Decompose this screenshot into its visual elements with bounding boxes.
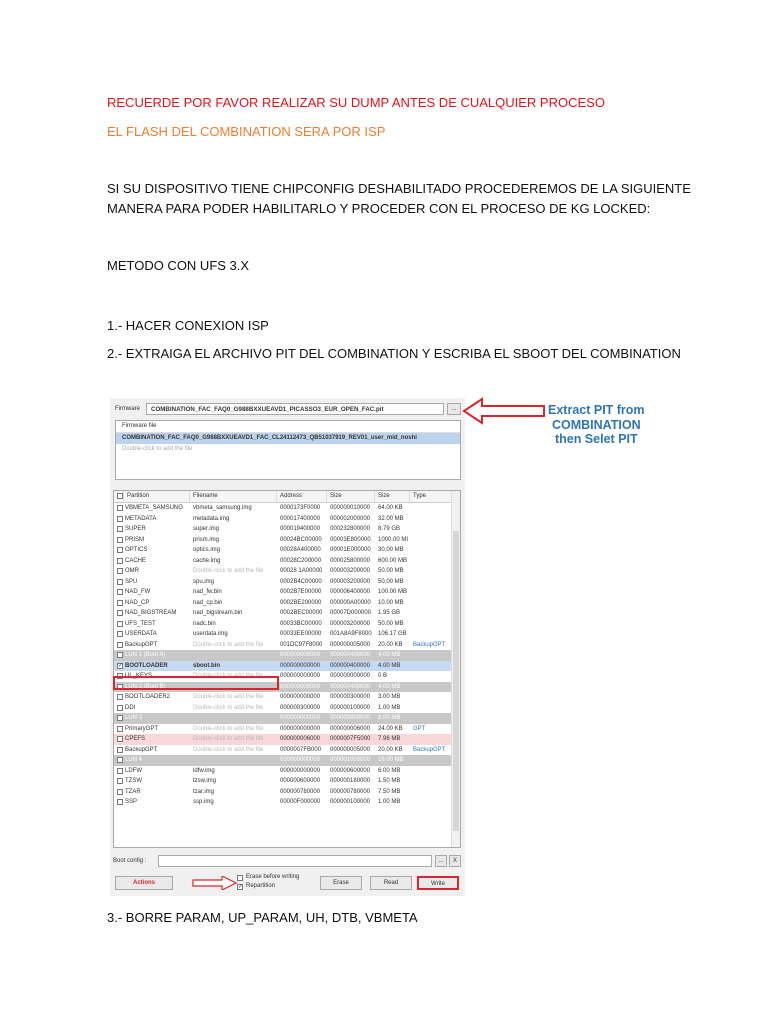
cell-partition: BackupGPT bbox=[125, 641, 158, 648]
cell-address: 000000000000 bbox=[280, 652, 321, 658]
cell-address: 0000007FB000 bbox=[280, 746, 322, 753]
cell-type bbox=[413, 734, 453, 745]
table-row[interactable] bbox=[114, 556, 454, 567]
cell-size-hex: 00001E000000 bbox=[330, 547, 371, 553]
cell-size-hex: 000000180000 bbox=[330, 778, 371, 784]
table-row[interactable] bbox=[114, 524, 454, 535]
cell-filename[interactable]: Double-click to add the file bbox=[193, 694, 264, 700]
write-button[interactable]: Write bbox=[417, 876, 459, 890]
cell-size-hex: 000000010000 bbox=[330, 505, 371, 511]
row-checkbox[interactable] bbox=[117, 726, 123, 732]
cell-size-hex: 000000A00000 bbox=[330, 599, 371, 606]
cell-partition: BOOTLOADER bbox=[125, 662, 168, 669]
col-address[interactable]: Address bbox=[277, 491, 327, 502]
cell-address: 000000000000 bbox=[280, 662, 321, 669]
cell-address: 000000600000 bbox=[280, 778, 321, 784]
warning-dump-text: RECUERDE POR FAVOR REALIZAR SU DUMP ANTES DE CUALQUIER PROCESO bbox=[107, 95, 605, 110]
partition-rows bbox=[114, 503, 454, 808]
table-row[interactable] bbox=[114, 503, 454, 514]
cell-type bbox=[413, 535, 453, 546]
cell-type bbox=[413, 524, 453, 535]
cell-size: 1.50 MB bbox=[378, 778, 401, 784]
row-checkbox[interactable] bbox=[117, 694, 123, 700]
cell-size-hex: 000003200000 bbox=[330, 620, 371, 627]
cell-size-hex: 000000600000 bbox=[330, 767, 371, 774]
cell-filename[interactable]: super.img bbox=[193, 526, 220, 532]
read-button[interactable]: Read bbox=[370, 876, 412, 890]
cell-address: 0000173F0000 bbox=[280, 505, 321, 511]
firmware-path-field[interactable]: COMBINATION_FAC_FAQ0_G988BXXUEAVD1_PICASSO3_EUR_OPEN_FAC.pit bbox=[146, 403, 444, 415]
cell-address: 000019400000 bbox=[280, 526, 321, 532]
row-checkbox[interactable] bbox=[117, 589, 123, 595]
table-row[interactable] bbox=[114, 661, 454, 672]
callout-line2: COMBINATION bbox=[551, 417, 641, 432]
cell-partition: NAD_BIGSTREAM bbox=[125, 610, 177, 616]
cell-size-hex: 001A8A9F8000 bbox=[330, 631, 372, 637]
step-2-text: 2.- EXTRAIGA EL ARCHIVO PIT DEL COMBINATION Y ESCRIBA EL SBOOT DEL COMBINATION bbox=[107, 346, 681, 361]
cell-filename[interactable] bbox=[193, 650, 277, 661]
table-row[interactable] bbox=[114, 598, 454, 609]
cell-partition: BackupGPT bbox=[125, 746, 158, 753]
table-row[interactable] bbox=[114, 766, 454, 777]
cell-filename[interactable]: Double-click to add the file bbox=[193, 704, 264, 711]
cell-size-hex: 000025800000 bbox=[330, 557, 371, 564]
cell-size-hex: 000006400000 bbox=[330, 589, 371, 595]
row-checkbox[interactable] bbox=[117, 705, 123, 711]
cell-size: 50.00 MB bbox=[378, 568, 404, 574]
erase-before-writing-checkbox[interactable] bbox=[237, 875, 243, 881]
cell-size-hex: 000000800000 bbox=[330, 715, 371, 721]
erase-before-writing-label: Erase before writing bbox=[246, 874, 300, 880]
row-checkbox[interactable] bbox=[117, 642, 123, 648]
cell-address: 00024BC00000 bbox=[280, 536, 322, 543]
cell-size: 100.00 MB bbox=[378, 589, 408, 595]
firmware-file-hint[interactable]: Double-click to add the file bbox=[122, 446, 193, 452]
lun-row[interactable] bbox=[114, 713, 454, 724]
cell-address: 00028 1A00000 bbox=[280, 568, 323, 574]
cell-address: 000000000000 bbox=[280, 715, 321, 721]
cell-filename[interactable] bbox=[193, 755, 277, 766]
cell-type: BackupGPT bbox=[413, 641, 446, 648]
cell-size-hex: 000001000000 bbox=[330, 757, 371, 763]
cell-partition: TZAR bbox=[125, 788, 141, 795]
cell-type bbox=[413, 797, 453, 808]
cell-type: BackupGPT bbox=[413, 746, 446, 753]
cell-address: 001DC97F8000 bbox=[280, 641, 323, 648]
cell-filename[interactable]: sboot.bin bbox=[193, 662, 220, 669]
cell-type bbox=[413, 577, 453, 588]
table-row[interactable] bbox=[114, 514, 454, 525]
cell-size: 10.00 MB bbox=[378, 599, 404, 606]
cell-partition: METADATA bbox=[125, 515, 157, 522]
row-checkbox[interactable] bbox=[117, 537, 123, 543]
cell-partition: SPU bbox=[125, 578, 138, 585]
cell-type bbox=[413, 566, 453, 577]
cell-address: 00028A400000 bbox=[280, 547, 321, 553]
cell-address: 00033BC00000 bbox=[280, 620, 322, 627]
table-row[interactable] bbox=[114, 640, 454, 651]
cell-partition: PRISM bbox=[125, 536, 145, 543]
cell-size-hex: 000000300000 bbox=[330, 694, 371, 700]
cell-type bbox=[413, 682, 453, 693]
cell-size: 0 B bbox=[378, 673, 388, 679]
callout-text bbox=[548, 403, 645, 447]
cell-filename[interactable]: tzsw.img bbox=[193, 778, 217, 784]
cell-filename[interactable]: Double-click to add the file bbox=[193, 736, 264, 742]
cell-partition: DDI bbox=[125, 704, 136, 711]
row-checkbox[interactable] bbox=[117, 631, 123, 637]
row-checkbox[interactable] bbox=[117, 799, 123, 805]
firmware-file-list[interactable] bbox=[115, 420, 461, 480]
cell-filename[interactable]: Double-click to add the file bbox=[193, 746, 264, 753]
row-checkbox[interactable] bbox=[117, 505, 123, 511]
row-checkbox[interactable] bbox=[117, 568, 123, 574]
row-checkbox[interactable] bbox=[117, 579, 123, 585]
cell-size: 3.00 MB bbox=[378, 694, 401, 700]
cell-size-hex: 000000005000 bbox=[330, 746, 371, 753]
cell-partition: OMR bbox=[125, 568, 139, 574]
cell-filename[interactable]: tzar.img bbox=[193, 788, 215, 795]
cell-size-hex: 000000400000 bbox=[330, 683, 371, 690]
step-1-text: 1.- HACER CONEXION ISP bbox=[107, 318, 269, 333]
cell-address: 000000000000 bbox=[280, 757, 321, 763]
table-row[interactable] bbox=[114, 566, 454, 577]
cell-partition: CPEFS bbox=[125, 736, 146, 742]
cell-type bbox=[413, 619, 453, 630]
row-checkbox[interactable]: ✓ bbox=[118, 662, 124, 669]
row-checkbox[interactable] bbox=[117, 621, 123, 627]
cell-filename[interactable] bbox=[193, 713, 277, 724]
cell-type bbox=[413, 713, 453, 724]
col-size-hex[interactable]: Size bbox=[327, 491, 375, 502]
cell-filename[interactable]: optics.img bbox=[193, 547, 221, 553]
cell-size-hex: 000000780000 bbox=[330, 788, 371, 795]
row-checkbox[interactable] bbox=[117, 652, 123, 658]
cell-partition: PrimaryGPT bbox=[125, 725, 158, 732]
cell-size-hex: 000003200000 bbox=[330, 578, 371, 585]
flash-isp-text: EL FLASH DEL COMBINATION SERA POR ISP bbox=[107, 124, 386, 139]
partition-table-header bbox=[114, 491, 454, 503]
cell-size: 20.00 KB bbox=[378, 641, 403, 648]
cell-partition: VBMETA_SAMSUNG bbox=[125, 505, 183, 511]
cell-partition: SUPER bbox=[125, 526, 146, 532]
cell-filename[interactable]: prism.img bbox=[193, 536, 220, 543]
col-filename[interactable]: Filename bbox=[190, 491, 277, 502]
cell-partition: USERDATA bbox=[125, 631, 157, 637]
cell-size: 106.17 GB bbox=[378, 631, 407, 637]
cell-size: 24.00 KB bbox=[378, 725, 403, 732]
cell-type bbox=[413, 587, 453, 598]
table-row[interactable] bbox=[114, 619, 454, 630]
cell-type bbox=[413, 650, 453, 661]
cell-partition: NAD_CP bbox=[125, 599, 150, 606]
cell-partition: LUN 4 bbox=[125, 757, 143, 763]
col-partition[interactable]: Partition bbox=[124, 491, 190, 502]
cell-filename[interactable]: ssp.img bbox=[193, 799, 214, 805]
arrow-to-repartition-icon bbox=[192, 876, 238, 890]
method-heading: METODO CON UFS 3.X bbox=[107, 258, 250, 273]
scrollbar-thumb[interactable] bbox=[453, 531, 459, 831]
cell-size: 50.00 MB bbox=[378, 620, 404, 627]
cell-size: 1.00 MB bbox=[378, 704, 401, 711]
cell-size-hex: 0000007F5000 bbox=[330, 736, 371, 742]
cell-type: GPT bbox=[413, 725, 426, 732]
lun-row[interactable] bbox=[114, 650, 454, 661]
cell-filename[interactable]: Double-click to add the file bbox=[193, 725, 264, 732]
cell-size-hex: 00003E800000 bbox=[330, 536, 371, 543]
cell-address: 000017400000 bbox=[280, 515, 321, 522]
header-checkbox-cell bbox=[114, 491, 124, 502]
arrow-to-firmware-icon bbox=[462, 397, 546, 427]
cell-size: 50.00 MB bbox=[378, 578, 404, 585]
repartition-checkbox[interactable]: ✓ bbox=[238, 884, 244, 890]
table-row[interactable] bbox=[114, 629, 454, 640]
cell-type bbox=[413, 661, 453, 672]
table-row[interactable] bbox=[114, 776, 454, 787]
cell-address: 000000000000 bbox=[280, 683, 321, 690]
row-checkbox[interactable] bbox=[117, 610, 123, 616]
boot-config-clear-button[interactable]: X bbox=[449, 855, 461, 867]
firmware-file-selected[interactable]: COMBINATION_FAC_FAQ0_G988BXXUEAVD1_FAC_CL24112473_QB51037919_REV01_user_mid_noshi bbox=[116, 433, 460, 444]
cell-type bbox=[413, 766, 453, 777]
table-row[interactable] bbox=[114, 703, 454, 714]
row-checkbox[interactable] bbox=[117, 547, 123, 553]
cell-partition: CACHE bbox=[125, 557, 147, 564]
select-all-checkbox[interactable] bbox=[117, 493, 123, 499]
cell-address: 000000000000 bbox=[280, 725, 321, 732]
cell-address: 00000F000000 bbox=[280, 799, 321, 805]
table-row[interactable] bbox=[114, 724, 454, 735]
callout-line1: Extract PIT from bbox=[548, 403, 645, 417]
actions-button[interactable]: Actions bbox=[115, 876, 173, 890]
row-checkbox[interactable] bbox=[117, 516, 123, 522]
row-checkbox[interactable] bbox=[117, 715, 123, 721]
cell-partition: LDFW bbox=[125, 767, 142, 774]
row-checkbox[interactable] bbox=[117, 526, 123, 532]
cell-filename[interactable]: Double-click to add the file bbox=[193, 673, 264, 679]
bootloader-highlight bbox=[113, 676, 279, 690]
cell-size: 32.00 MB bbox=[378, 515, 404, 522]
cell-filename[interactable]: nadc.bin bbox=[193, 620, 216, 627]
table-row[interactable] bbox=[114, 692, 454, 703]
cell-filename[interactable]: cache.img bbox=[193, 557, 221, 564]
cell-size: 600.00 MB bbox=[378, 557, 408, 564]
cell-address: 00028C200000 bbox=[280, 557, 322, 564]
col-size[interactable]: Size bbox=[375, 491, 410, 502]
callout-line3: then Selet PIT bbox=[554, 432, 638, 446]
cell-type bbox=[413, 608, 453, 619]
cell-partition: SSP bbox=[125, 799, 138, 805]
cell-filename[interactable]: ldfw.img bbox=[193, 767, 215, 774]
cell-filename[interactable]: spu.img bbox=[193, 578, 215, 585]
cell-address: 00033EE00000 bbox=[280, 631, 322, 637]
col-type[interactable]: Type bbox=[410, 491, 454, 502]
cell-partition: OPTICS bbox=[125, 547, 148, 553]
cell-size-hex: 000000100000 bbox=[330, 704, 371, 711]
cell-partition: UL_KEYS bbox=[125, 673, 153, 679]
boot-config-field[interactable] bbox=[158, 855, 432, 867]
cell-size: 8.79 GB bbox=[378, 526, 401, 532]
cell-filename[interactable]: Double-click to add the file bbox=[193, 568, 264, 574]
cell-size-hex: 000002000000 bbox=[330, 515, 371, 522]
cell-type bbox=[413, 556, 453, 567]
cell-address: 000000000000 bbox=[280, 694, 321, 700]
cell-partition: BOOTLOADER2 bbox=[125, 694, 171, 700]
cell-partition: LUN 2 (Boot B) bbox=[125, 683, 166, 690]
cell-size: 30.00 MB bbox=[378, 547, 404, 553]
cell-address: 000000006000 bbox=[280, 736, 321, 742]
cell-size: 7.50 MB bbox=[378, 788, 401, 795]
tool-screenshot bbox=[110, 398, 465, 896]
cell-size: 20.00 KB bbox=[378, 746, 403, 753]
cell-size-hex: 000000100000 bbox=[330, 799, 371, 805]
firmware-file-header: Firmware file bbox=[116, 421, 460, 433]
erase-button[interactable]: Erase bbox=[320, 876, 362, 890]
row-checkbox[interactable] bbox=[117, 558, 123, 564]
step-3-text: 3.- BORRE PARAM, UP_PARAM, UH, DTB, VBMETA bbox=[107, 910, 418, 925]
cell-type bbox=[413, 692, 453, 703]
cell-size-hex: 000000400000 bbox=[330, 652, 371, 658]
firmware-label: Firmware bbox=[115, 406, 140, 412]
cell-size-hex: 000003200000 bbox=[330, 568, 371, 574]
cell-address: 000000000000 bbox=[280, 673, 321, 679]
cell-size-hex: 000000400000 bbox=[330, 662, 371, 669]
cell-filename[interactable]: nad_cp.bin bbox=[193, 599, 223, 606]
cell-type bbox=[413, 671, 453, 682]
cell-size: 6.00 MB bbox=[378, 767, 401, 774]
cell-partition: UFS_TEST bbox=[125, 620, 156, 627]
table-row[interactable] bbox=[114, 545, 454, 556]
cell-address: 0002BEC00000 bbox=[280, 610, 323, 616]
cell-size-hex: 000000006000 bbox=[330, 725, 371, 732]
firmware-browse-button[interactable]: ... bbox=[447, 403, 461, 415]
cell-address: 000000300000 bbox=[280, 704, 321, 711]
cell-size-hex: 00007D000000 bbox=[330, 610, 372, 616]
row-checkbox[interactable] bbox=[117, 778, 123, 784]
cell-size: 7.96 MB bbox=[378, 736, 401, 742]
cell-address: 0002B4C00000 bbox=[280, 578, 322, 585]
cell-filename[interactable]: nad_bigstream.bin bbox=[193, 610, 243, 616]
row-checkbox[interactable] bbox=[117, 789, 123, 795]
cell-type bbox=[413, 755, 453, 766]
cell-address: 000000000000 bbox=[280, 767, 321, 774]
table-row[interactable] bbox=[114, 734, 454, 745]
cell-size: 16.00 MB bbox=[378, 757, 404, 763]
table-row[interactable] bbox=[114, 577, 454, 588]
cell-address: 0002BE200000 bbox=[280, 599, 322, 606]
cell-size: 64.00 KB bbox=[378, 505, 403, 511]
table-row[interactable] bbox=[114, 608, 454, 619]
table-row[interactable] bbox=[114, 587, 454, 598]
cell-size-hex: 000000005000 bbox=[330, 641, 371, 648]
cell-type bbox=[413, 703, 453, 714]
cell-size: 4.00 MB bbox=[378, 652, 401, 658]
repartition-label: Repartition bbox=[246, 883, 276, 889]
chipconfig-text-line1: SI SU DISPOSITIVO TIENE CHIPCONFIG DESHABILITADO PROCEDEREMOS DE LA SIGUIENTE bbox=[107, 181, 691, 196]
cell-filename[interactable]: userdata.img bbox=[193, 631, 228, 637]
chipconfig-text-line2: MANERA PARA PODER HABILITARLO Y PROCEDER CON EL PROCESO DE KG LOCKED: bbox=[107, 201, 651, 216]
cell-type bbox=[413, 598, 453, 609]
cell-partition: LUN 3 bbox=[125, 715, 143, 721]
row-checkbox[interactable] bbox=[117, 600, 123, 606]
table-row[interactable] bbox=[114, 787, 454, 798]
table-row[interactable] bbox=[114, 797, 454, 808]
lun-row[interactable] bbox=[114, 755, 454, 766]
cell-type bbox=[413, 776, 453, 787]
cell-address: 000000780000 bbox=[280, 788, 321, 795]
cell-partition: NAD_FW bbox=[125, 589, 151, 595]
boot-config-label: Boot config : bbox=[113, 858, 147, 864]
table-scrollbar[interactable] bbox=[451, 491, 460, 847]
cell-size: 1000.00 MI bbox=[378, 536, 409, 543]
cell-size: 8.00 MB bbox=[378, 715, 401, 721]
row-checkbox[interactable] bbox=[117, 736, 123, 742]
cell-type bbox=[413, 787, 453, 798]
row-checkbox[interactable] bbox=[117, 747, 123, 753]
row-checkbox[interactable] bbox=[117, 768, 123, 774]
cell-filename[interactable]: Double-click to add the file bbox=[193, 641, 264, 648]
cell-type bbox=[413, 503, 453, 514]
boot-config-browse-button[interactable]: ... bbox=[435, 855, 447, 867]
cell-partition: TZSW bbox=[125, 778, 142, 784]
cell-size-hex: 000000000000 bbox=[330, 673, 371, 679]
cell-size: 1.00 MB bbox=[378, 799, 401, 805]
table-row[interactable] bbox=[114, 745, 454, 756]
cell-size: 4.00 MB bbox=[378, 683, 401, 690]
cell-type bbox=[413, 514, 453, 525]
cell-filename[interactable]: metadata.img bbox=[193, 515, 230, 522]
cell-type bbox=[413, 629, 453, 640]
cell-filename[interactable]: nad_fw.bin bbox=[193, 589, 222, 595]
cell-size: 4.00 MB bbox=[378, 662, 401, 669]
cell-size-hex: 000232800000 bbox=[330, 526, 371, 532]
cell-filename[interactable]: vbmeta_samsung.img bbox=[193, 505, 252, 511]
cell-size: 1.95 GB bbox=[378, 610, 401, 616]
partition-table[interactable] bbox=[113, 490, 461, 848]
cell-type bbox=[413, 545, 453, 556]
table-row[interactable] bbox=[114, 535, 454, 546]
cell-address: 0002B7E00000 bbox=[280, 589, 322, 595]
cell-partition: LUN 1 (Boot A) bbox=[125, 652, 166, 658]
row-checkbox[interactable] bbox=[117, 757, 123, 763]
